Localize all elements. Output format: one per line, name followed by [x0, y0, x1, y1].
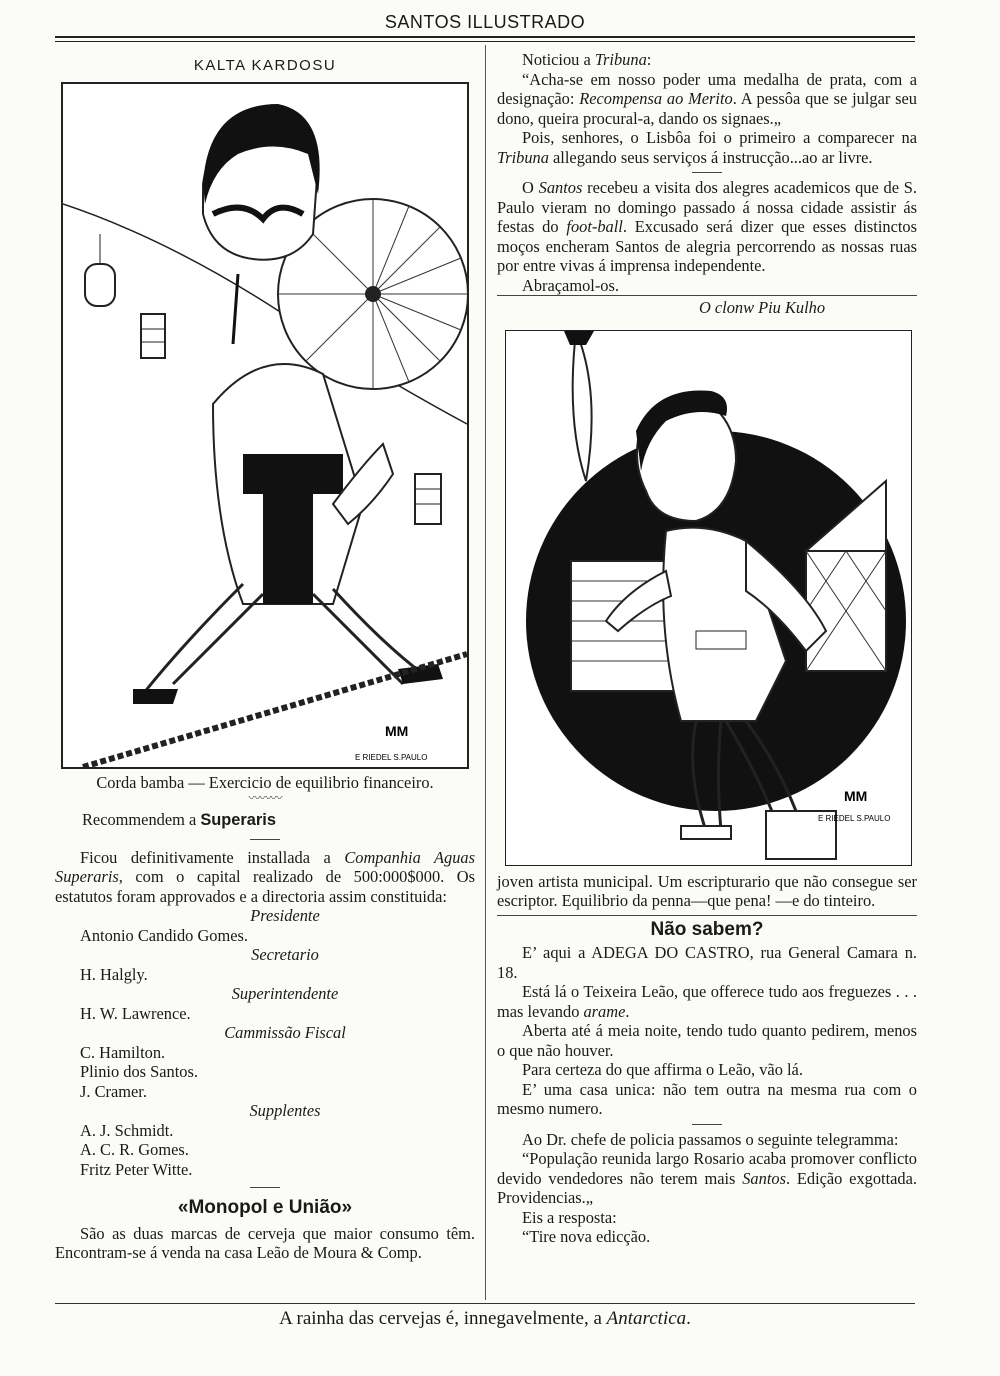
- cartoon-clonw-caption: joven artista municipal. Um escripturario que não consegue ser escriptor. Equilibrio da penna—que pena! —e do tinteiro.: [497, 871, 917, 910]
- telegram-intro: Ao Dr. chefe de policia passamos o seguinte telegramma:: [522, 1129, 899, 1149]
- lisboa-paragraph: Pois, senhores, o Lisbôa foi o primeiro a comparecer na Tribuna allegando seus serviços á instrucção...ao ar livre.: [497, 128, 917, 167]
- cartoon-clonw-drawing: [506, 331, 911, 865]
- name-fiscal-1: Plinio dos Santos.: [80, 1062, 198, 1081]
- cartoon-kalta-signature: MM: [385, 722, 409, 739]
- academicos-paragraph: O Santos recebeu a visita dos alegres academicos que de S. Paulo vieram no domingo passado á nossa cidade assistir ás festas do foot-ball. Excusado será dizer que esses distinctos moços encheram Santos de alegria percorrendo as nossas ruas por entre vivas á imprensa independente.: [497, 178, 918, 275]
- name-fiscal-2: J. Cramer.: [80, 1081, 147, 1101]
- role-fiscal: Cammissão Fiscal: [224, 1023, 346, 1042]
- tribuna-quote: “Acha-se em nosso poder uma medalha de prata, com a designação: Recompensa ao Merito. A pessôa que se julgar seu dono, queira procural-a, dando os signaes.„: [497, 69, 918, 128]
- telegram-reply: “Tire nova edicção.: [522, 1227, 651, 1246]
- telegram-reply-intro: Eis a resposta:: [522, 1207, 617, 1227]
- masthead-rule-thin: [55, 41, 915, 42]
- wavy-divider: 〰〰〰: [248, 791, 282, 805]
- column-divider: [485, 45, 486, 1300]
- right-column: [497, 50, 917, 1247]
- masthead-rule: [55, 36, 915, 38]
- short-divider-2: [250, 1187, 280, 1188]
- cartoon-clonw-signature: MM: [844, 787, 868, 804]
- monopol-text: São as duas marcas de cerveja que maior consumo têm. Encontram-se á venda na casa Leão de Moura & Comp.: [55, 1223, 475, 1262]
- recommend-line: Recommendem a Superaris: [82, 810, 276, 829]
- nao-sabem-heading: Não sabem?: [650, 918, 764, 940]
- adega-paragraph-5: E’ uma casa unica: não tem outra na mesma rua com o mesmo numero.: [497, 1079, 917, 1118]
- masthead-title: SANTOS ILLUSTRADO: [384, 12, 586, 32]
- short-divider: [250, 839, 280, 840]
- cartoon-clonw-piu-kulho: [505, 330, 912, 866]
- wide-divider-2: [497, 915, 917, 916]
- cartoon-clonw-signature-riedel: E RIEDEL S.PAULO: [818, 813, 891, 823]
- name-supplente-0: A. J. Schmidt.: [80, 1120, 174, 1140]
- telegram-text: “População reunida largo Rosario acaba promover conflicto devido vendedores não terem mais Santos. Edição exgottada. Providencias.„: [497, 1149, 917, 1207]
- cartoon-kalta-drawing: [63, 84, 467, 767]
- cartoon-kalta-caption: Corda bamba — Exercicio de equilibrio financeiro.: [96, 772, 434, 792]
- short-divider-4: [692, 1124, 722, 1125]
- wide-divider: [497, 295, 917, 296]
- footer-rule: [55, 1303, 915, 1304]
- short-divider-3: [692, 172, 722, 173]
- cartoon-title-kalta: KALTA KARDOSU: [193, 57, 337, 74]
- role-secretary: Secretario: [251, 945, 319, 964]
- footer-brand: Antarctica: [606, 1308, 687, 1329]
- abracamol-line: Abraçamol-os.: [522, 275, 619, 295]
- recommend-brand: Superaris: [200, 811, 276, 829]
- name-superintendent: H. W. Lawrence.: [80, 1003, 191, 1023]
- adega-paragraph-2: Está lá o Teixeira Leão, que offerece tudo aos freguezes . . . mas levando arame.: [497, 982, 917, 1021]
- superaris-paragraph: Ficou definitivamente installada a Companhia Aguas Superaris, com o capital realizado de 500:000$000. Os estatutos foram approvados e a directoria assim constituida:: [55, 847, 475, 906]
- left-column: [55, 50, 475, 1263]
- monopol-heading: «Monopol e União»: [177, 1197, 353, 1218]
- name-president: Antonio Candido Gomes.: [80, 925, 248, 945]
- adega-paragraph-3: Aberta até á meia noite, tendo tudo quanto pedirem, menos o que não houver.: [497, 1021, 917, 1060]
- name-fiscal-0: C. Hamilton.: [80, 1042, 166, 1062]
- adega-paragraph-4: Para certeza do que affirma o Leão, vão lá.: [522, 1060, 803, 1079]
- footer-ad: A rainha das cervejas é, innegavelmente, a Antarctica.: [279, 1308, 691, 1329]
- name-supplente-2: Fritz Peter Witte.: [80, 1159, 193, 1179]
- role-superintendent: Superintendente: [231, 984, 339, 1003]
- role-supplentes: Supplentes: [249, 1101, 321, 1120]
- adega-paragraph-1: E’ aqui a ADEGA DO CASTRO, rua General Camara n. 18.: [497, 943, 917, 982]
- name-supplente-1: A. C. R. Gomes.: [80, 1140, 189, 1159]
- tribuna-intro: Noticiou a Tribuna:: [522, 50, 652, 69]
- cartoon-title-clonw: O clonw Piu Kulho: [698, 298, 826, 317]
- name-secretary: H. Halgly.: [80, 964, 148, 984]
- cartoon-kalta-signature-riedel: E RIEDEL S.PAULO: [355, 752, 428, 762]
- role-president: Presidente: [250, 906, 320, 925]
- cartoon-kalta-kardosu: [61, 82, 469, 769]
